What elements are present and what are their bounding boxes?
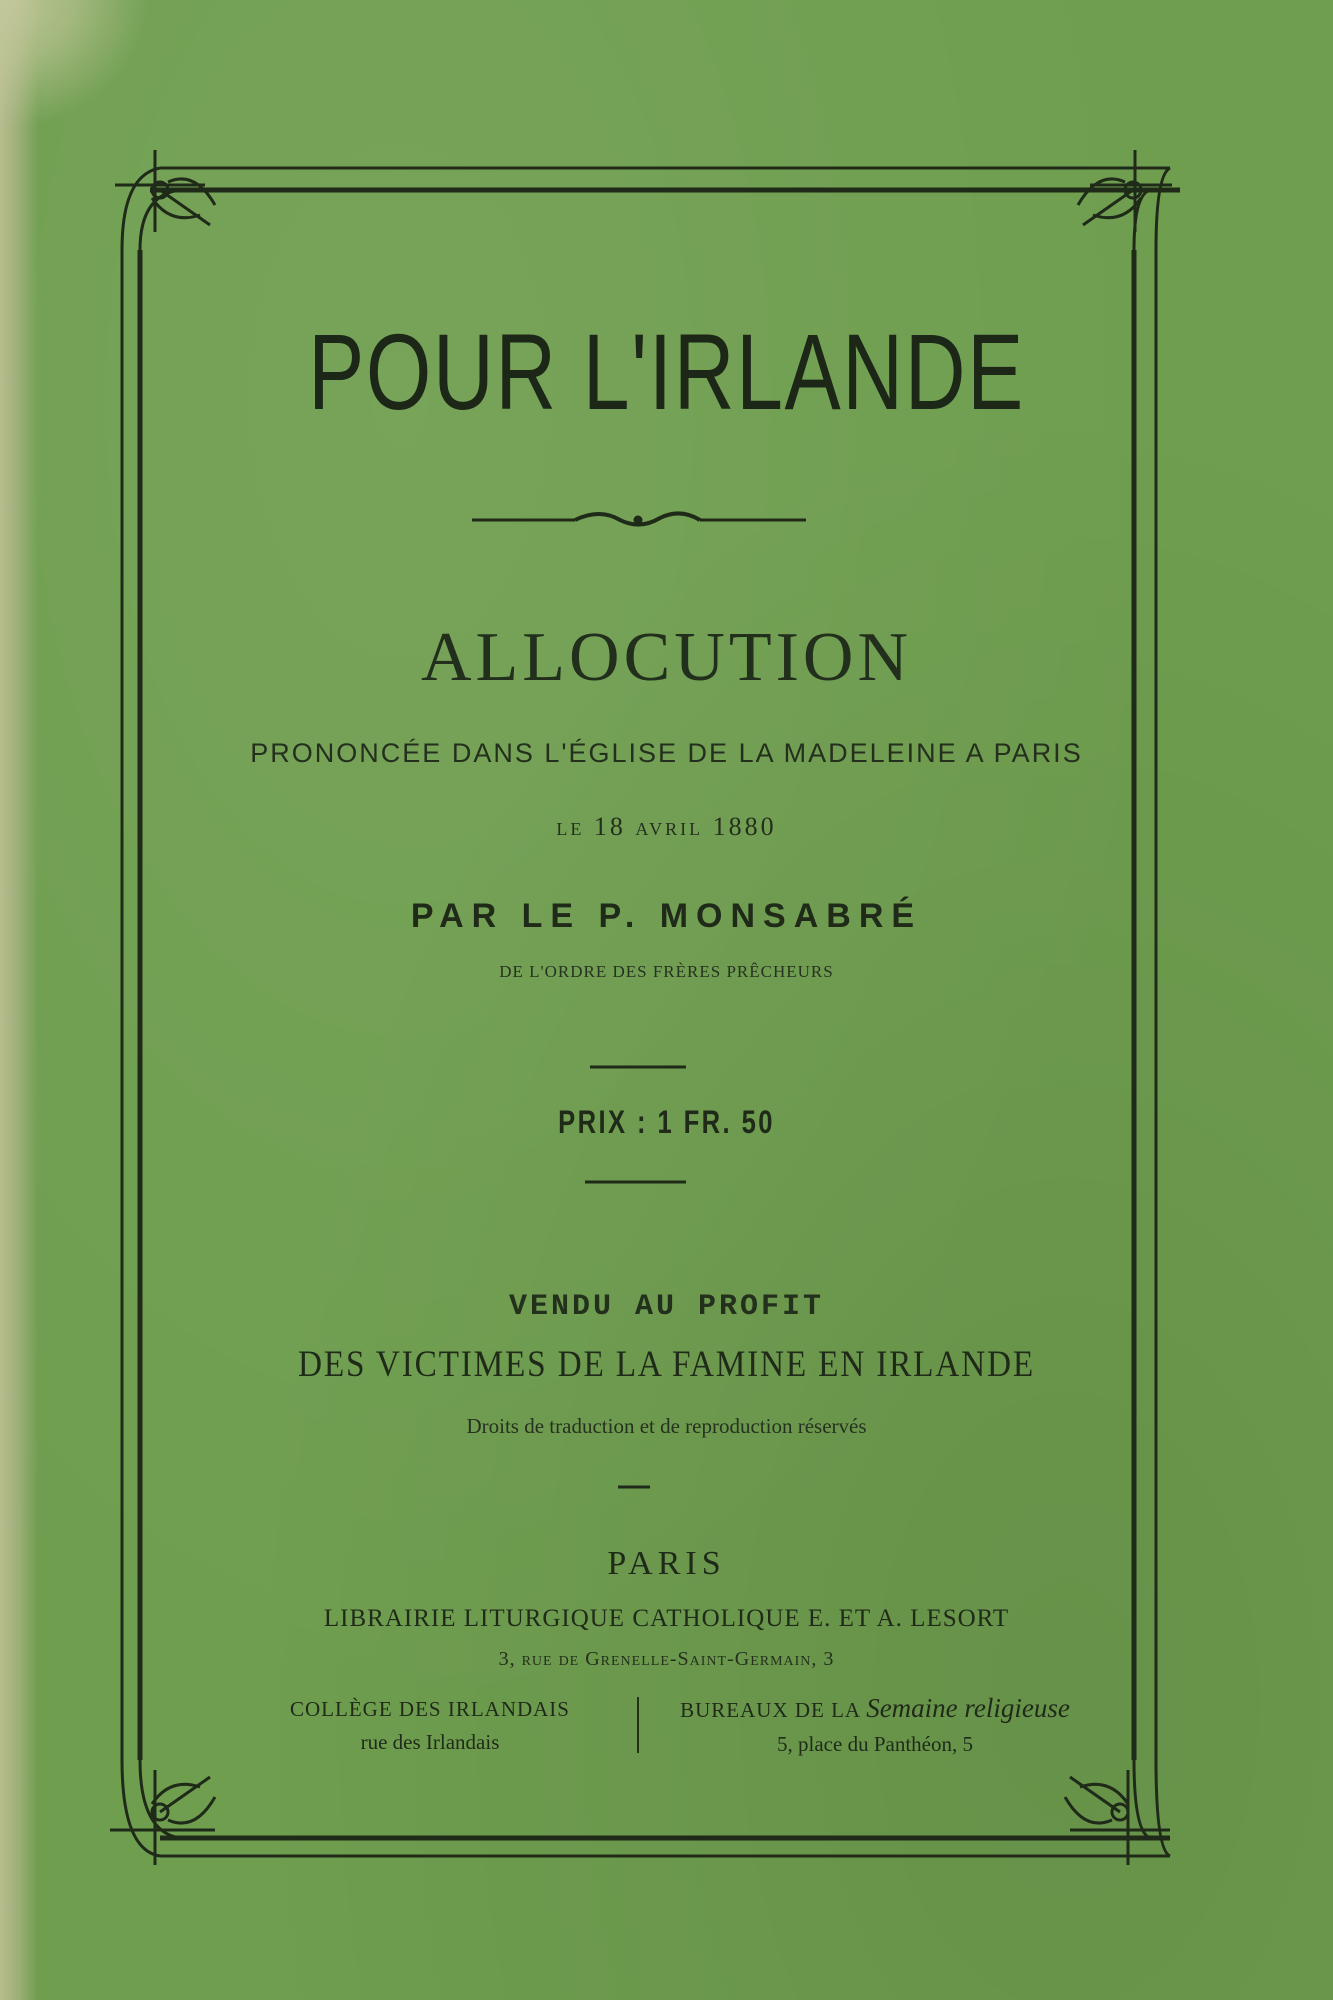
cover-publisher: LIBRAIRIE LITURGIQUE CATHOLIQUE E. ET A. LESORT: [323, 1605, 1010, 1632]
cover-title: POUR L'IRLANDE: [308, 311, 1025, 432]
title-divider-ornament: [472, 513, 806, 524]
college-address: rue des Irlandais: [360, 1730, 500, 1754]
column-divider: [637, 1697, 639, 1753]
cover-price: PRIX : 1 FR. 50: [558, 1104, 775, 1140]
bureaux-name: [640, 1693, 1110, 1724]
bureaux-address: 5, place du Panthéon, 5: [777, 1732, 973, 1756]
cover-subheading: PRONONCÉE DANS L'ÉGLISE DE LA MADELEINE A PARIS: [250, 738, 1083, 768]
cover-author-order: DE L'ORDRE DES FRÈRES PRÊCHEURS: [499, 962, 834, 981]
corner-fleuron-icon: [110, 1770, 215, 1865]
corner-fleuron-icon: [1065, 1770, 1170, 1865]
cover-heading: ALLOCUTION: [420, 619, 913, 696]
cover-rights: Droits de traduction et de reproduction réservés: [466, 1414, 867, 1438]
cover-sale-line2: DES VICTIMES DE LA FAMINE EN IRLANDE: [298, 1344, 1035, 1385]
semaine-religieuse-title: Semaine religieuse: [866, 1693, 1070, 1723]
bureaux-block: [640, 1693, 1110, 1757]
college-name: COLLÈGE DES IRLANDAIS: [290, 1697, 570, 1721]
cover-sale-line1: VENDU AU PROFIT: [508, 1290, 825, 1324]
cover-city: PARIS: [607, 1545, 726, 1582]
cover-publisher-address: 3, rue de Grenelle-Saint-Germain, 3: [498, 1648, 835, 1670]
bureaux-prefix: BUREAUX DE LA: [680, 1698, 867, 1722]
cover-author: PAR LE P. MONSABRÉ: [410, 897, 923, 935]
college-block: [230, 1697, 630, 1755]
cover-date: le 18 avril 1880: [556, 812, 777, 841]
